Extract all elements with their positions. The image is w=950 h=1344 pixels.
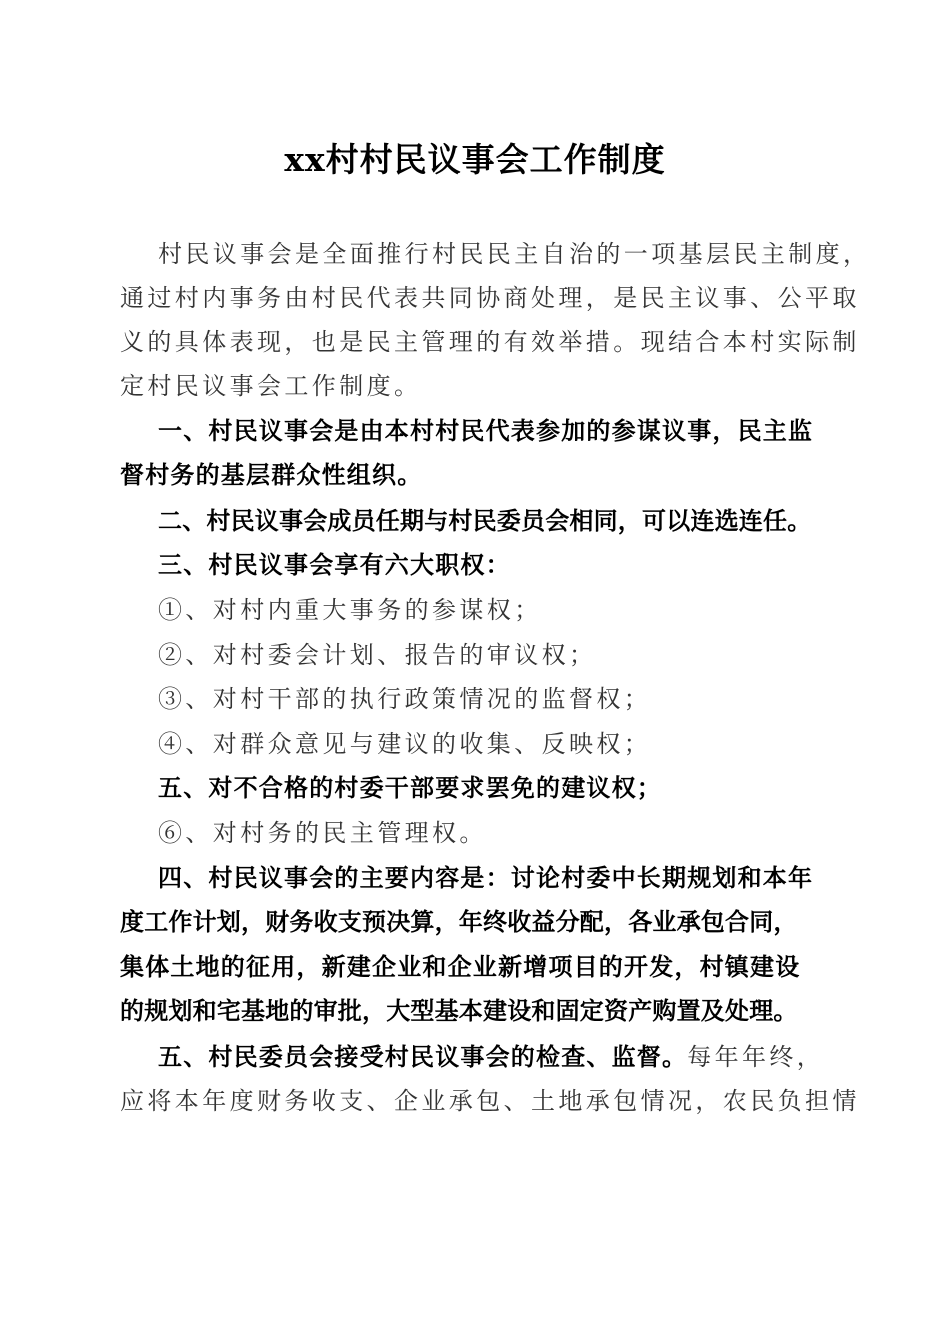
article-4-line-3: 集体土地的征用，新建企业和企业新增项目的开发，村镇建设 xyxy=(120,953,801,981)
power-item-2: ②、对村委会计划、报告的审议权； xyxy=(158,641,597,669)
article-5-text-start: 每年年终， xyxy=(687,1043,825,1071)
power-item-1: ①、对村内重大事务的参谋权； xyxy=(158,596,542,624)
article-5-heading: 五、村民委员会接受村民议事会的检查、监督。 xyxy=(158,1043,688,1071)
article-5-line-2: 应将本年度财务收支、企业承包、土地承包情况，农民负担情 xyxy=(120,1087,860,1115)
article-5-line-1 xyxy=(158,1040,848,1074)
article-1-line-1: 一、村民议事会是由本村村民代表参加的参谋议事，民主监 xyxy=(158,417,814,445)
power-item-4: ④、对群众意见与建议的收集、反映权； xyxy=(158,730,652,758)
article-2: 二、村民议事会成员任期与村民委员会相同，可以连选连任。 xyxy=(158,507,812,535)
power-item-3: ③、对村干部的执行政策情况的监督权； xyxy=(158,685,652,713)
article-3: 三、村民议事会享有六大职权： xyxy=(158,551,511,579)
intro-line-4: 定村民议事会工作制度。 xyxy=(120,372,422,400)
article-4-line-4: 的规划和宅基地的审批，大型基本建设和固定资产购置及处理。 xyxy=(120,997,798,1025)
document-title: xx村村民议事会工作制度 xyxy=(284,140,666,179)
intro-line-3: 义的具体表现，也是民主管理的有效举措。现结合本村实际制 xyxy=(120,328,860,356)
article-4-line-2: 度工作计划，财务收支预决算，年终收益分配，各业承包合同， xyxy=(120,908,798,936)
intro-line-2: 通过村内事务由村民代表共同协商处理，是民主议事、公平取 xyxy=(120,284,860,312)
power-item-6: ⑥、对村务的民主管理权。 xyxy=(158,819,487,847)
article-1-line-2: 督村务的基层群众性组织。 xyxy=(120,461,423,489)
power-item-5: 五、对不合格的村委干部要求罢免的建议权； xyxy=(158,774,662,802)
intro-line-1: 村民议事会是全面推行村民民主自治的一项基层民主制度， xyxy=(158,240,871,268)
article-4-line-1: 四、村民议事会的主要内容是：讨论村委中长期规划和本年 xyxy=(158,864,814,892)
